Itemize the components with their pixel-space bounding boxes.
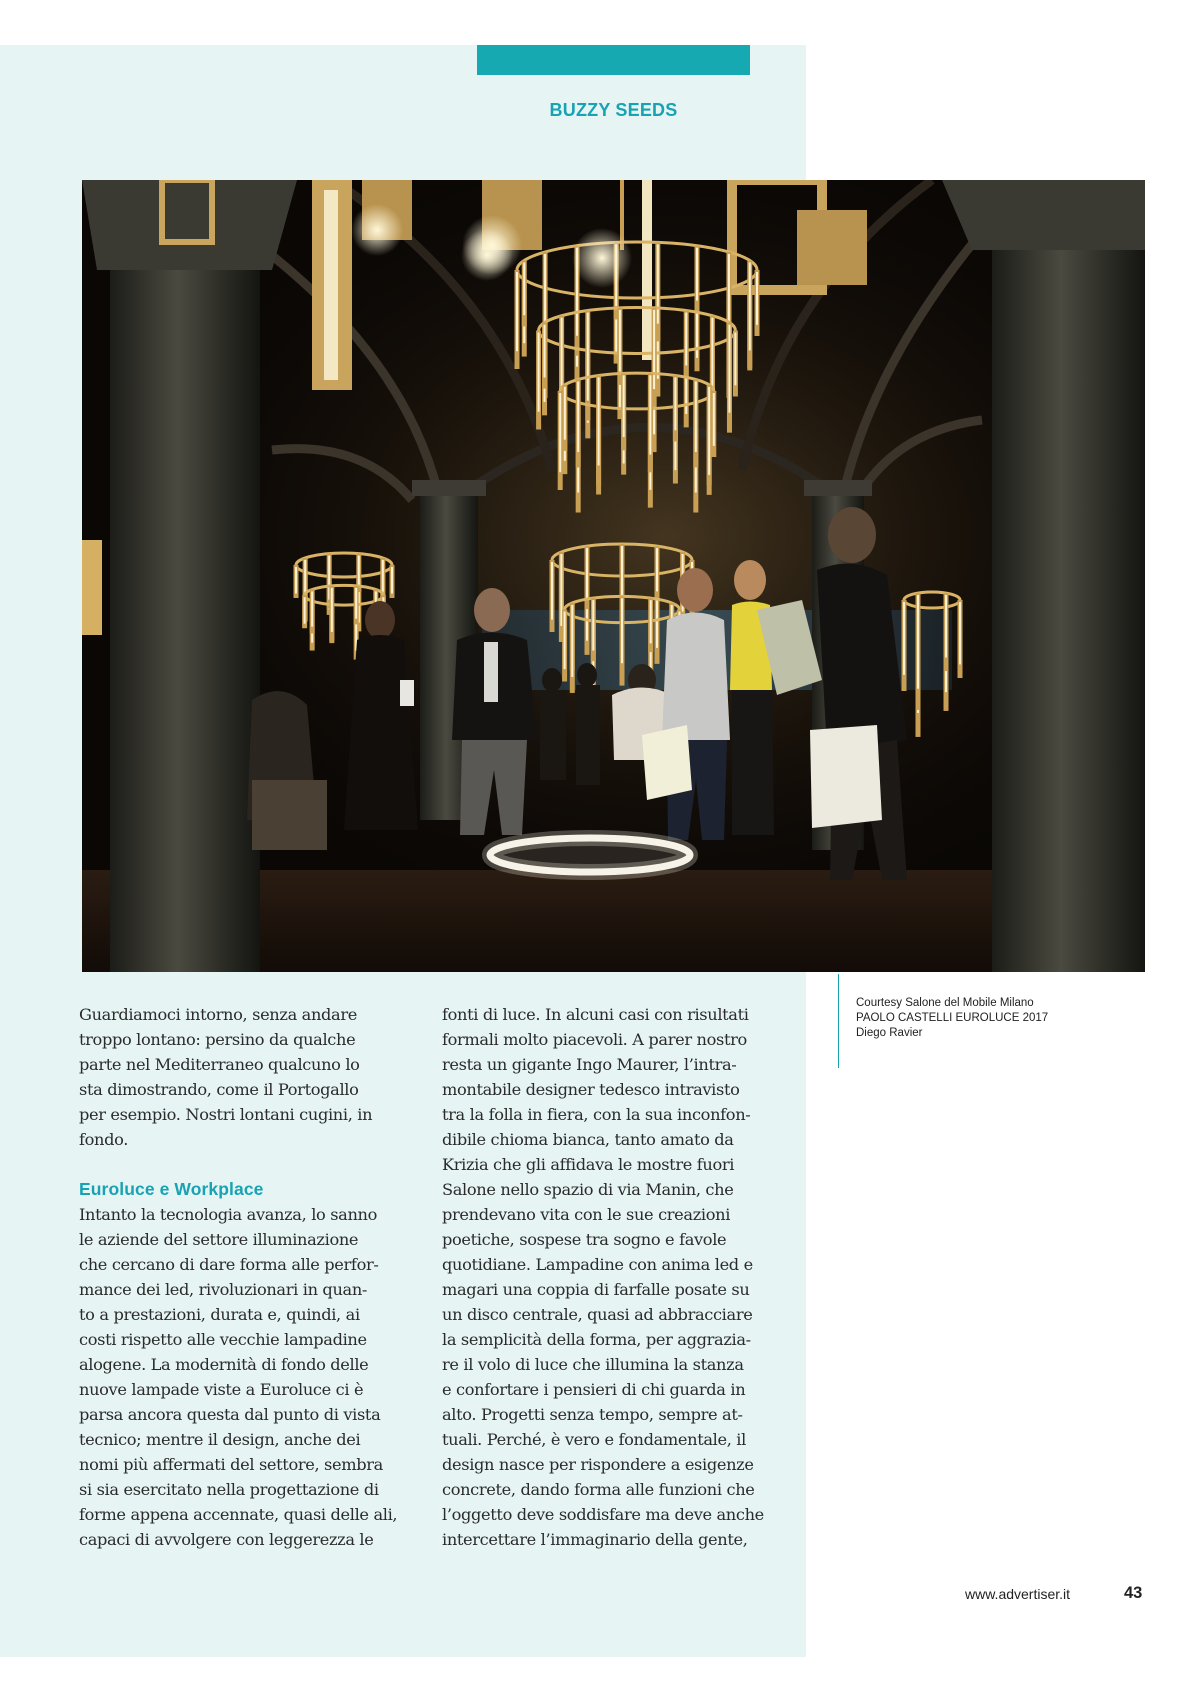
text-line: sta dimostrando, come il Portogallo bbox=[79, 1080, 359, 1099]
text-line: tra la folla in fiera, con la sua inconfon- bbox=[442, 1105, 751, 1124]
text-line: tuali. Perché, è vero e fondamentale, il bbox=[442, 1430, 746, 1449]
chandelier-candle bbox=[586, 548, 588, 598]
chandelier-candle bbox=[304, 560, 306, 595]
lamp-frame bbox=[797, 210, 867, 285]
chandelier-candle bbox=[295, 567, 297, 593]
chandelier-candle bbox=[713, 393, 715, 446]
chandelier-candle bbox=[696, 248, 698, 301]
text-line: prendevano vita con le sue creazioni bbox=[442, 1205, 731, 1224]
text-line: che cercano di dare forma alle perfor- bbox=[79, 1255, 379, 1274]
chandelier-candle bbox=[945, 595, 947, 657]
column-mid-left-capital bbox=[412, 480, 486, 496]
chandelier-candle bbox=[544, 254, 546, 324]
chandelier-candle bbox=[559, 393, 561, 472]
chandelier-candle bbox=[695, 381, 697, 451]
chandelier-candle bbox=[650, 600, 652, 643]
chandelier-candle bbox=[621, 598, 623, 663]
text-line: to a prestazioni, durata e, quindi, ai bbox=[79, 1305, 360, 1324]
photo-illustration bbox=[82, 180, 1145, 972]
chandelier-candle bbox=[674, 377, 676, 430]
section-color-bar bbox=[477, 45, 750, 75]
visitor-head bbox=[828, 507, 876, 563]
chandelier-candle bbox=[571, 605, 573, 677]
visitor-head bbox=[365, 601, 395, 639]
lamp-glow bbox=[351, 204, 403, 256]
shopping-bag bbox=[642, 725, 692, 800]
visitor-shirt bbox=[662, 613, 730, 741]
text-line: dibile chioma bianca, tanto amato da bbox=[442, 1130, 734, 1149]
text-line: tecnico; mentre il design, anche dei bbox=[79, 1430, 361, 1449]
lamp-column-light bbox=[324, 190, 338, 380]
chandelier-candle bbox=[331, 588, 333, 632]
chandelier-candle bbox=[756, 272, 758, 325]
caption-credit: Courtesy Salone del Mobile Milano bbox=[856, 997, 1034, 1009]
caption-project: PAOLO CASTELLI EUROLUCE 2017 bbox=[856, 1012, 1049, 1024]
crowd-body bbox=[540, 690, 566, 780]
text-line: formali molto piacevoli. A parer nostro bbox=[442, 1030, 747, 1049]
chandelier-candle bbox=[649, 375, 651, 454]
chandelier-candle bbox=[538, 333, 540, 412]
text-line: forme appena accennate, quasi delle ali, bbox=[79, 1505, 398, 1524]
article-subheading: Euroluce e Workplace bbox=[79, 1179, 264, 1199]
text-line: troppo lontano: persino da qualche bbox=[79, 1030, 356, 1049]
article-column-2 bbox=[442, 1002, 802, 1552]
text-line: Intanto la tecnologia avanza, lo sanno bbox=[79, 1205, 378, 1224]
text-line: Krizia che gli affidava le mostre fuori bbox=[442, 1155, 735, 1174]
chandelier-candle bbox=[711, 318, 713, 388]
bulb-glow bbox=[572, 228, 632, 288]
chandelier-candle bbox=[355, 588, 357, 619]
text-line: parsa ancora questa dal punto di vista bbox=[79, 1405, 381, 1424]
chandelier-candle bbox=[656, 548, 658, 591]
article-intro bbox=[79, 1002, 439, 1152]
chandelier-candle bbox=[749, 262, 751, 350]
text-line: design nasce per rispondere a esigenze bbox=[442, 1455, 754, 1474]
chandelier-candle bbox=[728, 325, 730, 413]
text-line: per esempio. Nostri lontani cugini, in bbox=[79, 1105, 373, 1124]
shopping-bag bbox=[810, 725, 882, 828]
chandelier-candle bbox=[657, 244, 659, 323]
chandelier-candle bbox=[544, 325, 546, 378]
page-number: 43 bbox=[1124, 1584, 1143, 1602]
visitor-head bbox=[677, 568, 713, 612]
chandelier-candle bbox=[623, 375, 625, 437]
chandelier-hall-photo bbox=[82, 180, 1145, 972]
crowd-head bbox=[542, 668, 562, 692]
text-line: re il volo di luce che illumina la stanza bbox=[442, 1355, 744, 1374]
chandelier-candle bbox=[391, 567, 393, 593]
chandelier-candle bbox=[734, 333, 736, 386]
chair bbox=[252, 780, 327, 850]
text-line: fondo. bbox=[79, 1130, 129, 1149]
chandelier-candle bbox=[564, 612, 566, 670]
article-column-1 bbox=[79, 1002, 439, 1552]
article-body bbox=[442, 1002, 802, 1552]
chandelier-candle bbox=[917, 595, 919, 689]
bulb-glow bbox=[462, 215, 522, 275]
chandelier-candle bbox=[653, 310, 655, 389]
chandelier-candle bbox=[551, 562, 553, 620]
chandelier-candle bbox=[959, 602, 961, 664]
footer-url[interactable]: www.advertiser.it bbox=[965, 1586, 1071, 1602]
column-right-capital bbox=[942, 180, 1145, 250]
chandelier-candle bbox=[564, 387, 566, 440]
text-line: nuove lampade viste a Euroluce ci è bbox=[79, 1380, 364, 1399]
text-line: capaci di avvolgere con leggerezza le bbox=[79, 1530, 374, 1549]
visitor-skirt bbox=[732, 690, 774, 835]
text-line: quotidiane. Lampadine con anima led e bbox=[442, 1255, 753, 1274]
visitor-shirt bbox=[484, 642, 498, 702]
text-line: parte nel Mediterraneo qualcuno lo bbox=[79, 1055, 360, 1074]
visitor-booklet bbox=[400, 680, 414, 706]
column-mid-right-capital bbox=[804, 480, 872, 496]
article-body bbox=[79, 1202, 439, 1552]
chandelier-candle bbox=[523, 262, 525, 315]
crowd-body bbox=[576, 685, 600, 785]
chandelier-candle bbox=[311, 591, 313, 626]
chandelier-candle bbox=[619, 310, 621, 372]
text-line: e confortare i pensieri di chi guarda in bbox=[442, 1380, 746, 1399]
text-line: la semplicità della forma, per aggrazia- bbox=[442, 1330, 751, 1349]
chandelier-candle bbox=[685, 313, 687, 366]
text-line: concrete, dando forma alle funzioni che bbox=[442, 1480, 755, 1499]
text-line: Salone nello spazio di via Manin, che bbox=[442, 1180, 734, 1199]
text-line: si sia esercitato nella progettazione di bbox=[79, 1480, 379, 1499]
chandelier-candle bbox=[708, 387, 710, 475]
text-line: mance dei led, rivoluzionari in quan- bbox=[79, 1280, 368, 1299]
caption-photographer: Diego Ravier bbox=[856, 1027, 923, 1039]
chandelier-candle bbox=[728, 254, 730, 324]
text-line: Guardiamoci intorno, senza andare bbox=[79, 1005, 357, 1024]
text-line: magari una coppia di farfalle posate su bbox=[442, 1280, 750, 1299]
chandelier-candle bbox=[903, 602, 905, 675]
chandelier-candle bbox=[516, 272, 518, 351]
text-line: alto. Progetti senza tempo, sempre at- bbox=[442, 1405, 743, 1424]
chandelier-candle bbox=[598, 377, 600, 465]
text-line: poetiche, sospese tra sogno e favole bbox=[442, 1230, 727, 1249]
visitor-head bbox=[474, 588, 510, 632]
text-line: intercettare l’immaginario della gente, bbox=[442, 1530, 748, 1549]
text-line: nomi più affermati del settore, sembra bbox=[79, 1455, 383, 1474]
column-left bbox=[110, 270, 260, 972]
visitor-head bbox=[734, 560, 766, 600]
chandelier-candle bbox=[561, 318, 563, 388]
chandelier-candle bbox=[577, 381, 579, 451]
photo-caption bbox=[838, 974, 1156, 1068]
text-line: alogene. La modernità di fondo delle bbox=[79, 1355, 369, 1374]
chandelier-candle bbox=[587, 313, 589, 401]
chandelier-candle bbox=[304, 597, 306, 623]
text-line: un disco centrale, quasi ad abbracciare bbox=[442, 1305, 753, 1324]
text-line: l’oggetto deve soddisfare ma deve anche bbox=[442, 1505, 764, 1524]
section-label: BUZZY SEEDS bbox=[549, 100, 678, 120]
chandelier-candle bbox=[592, 600, 594, 650]
text-line: montabile designer tedesco intravisto bbox=[442, 1080, 740, 1099]
lamp-edge-left bbox=[82, 540, 102, 635]
crowd-head bbox=[577, 663, 597, 687]
chandelier-candle bbox=[560, 554, 562, 626]
text-line: le aziende del settore illuminazione bbox=[79, 1230, 359, 1249]
text-line: resta un gigante Ingo Maurer, l’intra- bbox=[442, 1055, 737, 1074]
text-line: fonti di luce. In alcuni casi con risultati bbox=[442, 1005, 749, 1024]
column-right bbox=[992, 250, 1145, 972]
text-line: costi rispetto alle vecchie lampadine bbox=[79, 1330, 367, 1349]
chandelier-candle bbox=[358, 556, 360, 587]
column-left-capital bbox=[82, 180, 297, 270]
